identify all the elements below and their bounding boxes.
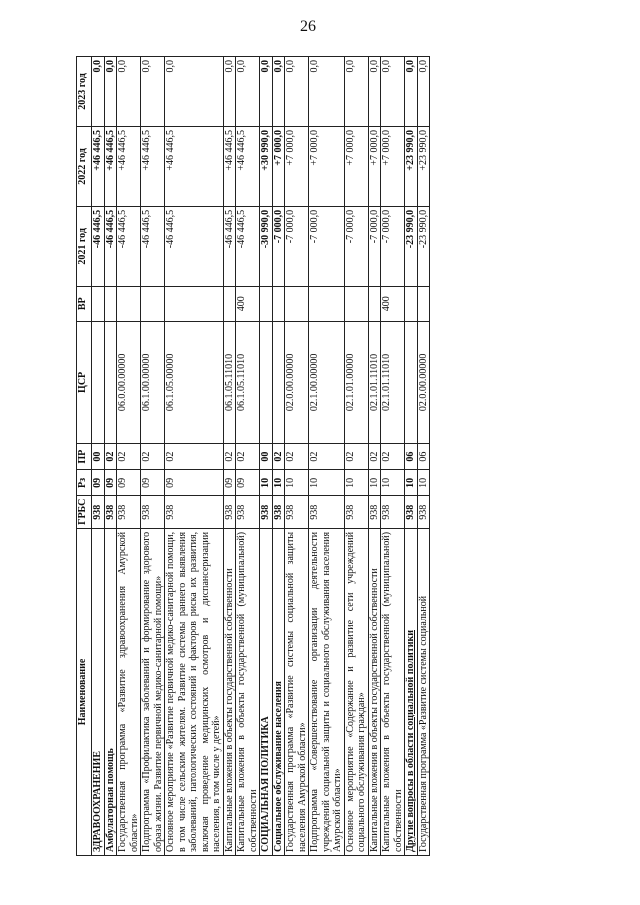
cell-grbs: 938: [417, 496, 430, 528]
cell-vr: [344, 286, 368, 321]
cell-rz: 10: [260, 470, 273, 496]
rotated-table-container: [76, 56, 606, 856]
cell-rz: 10: [417, 470, 430, 496]
cell-2022: +46 446,5: [141, 126, 165, 206]
cell-grbs: 938: [285, 496, 309, 528]
cell-grbs: 938: [272, 496, 285, 528]
cell-csr: 02.0.00.00000: [417, 321, 430, 443]
cell-pr: 06: [405, 444, 418, 470]
cell-csr: [104, 321, 117, 443]
cell-2022: +46 446,5: [117, 126, 141, 206]
cell-pr: 02: [223, 444, 236, 470]
cell-vr: [285, 286, 309, 321]
cell-2023: 0,0: [236, 57, 260, 127]
cell-2023: 0,0: [117, 57, 141, 127]
cell-2021: -7 000,0: [344, 206, 368, 286]
header-grbs: ГРБС: [77, 496, 92, 528]
cell-pr: 06: [417, 444, 430, 470]
page-number: 26: [300, 18, 316, 35]
cell-rz: 10: [272, 470, 285, 496]
cell-2021: -46 446,5: [141, 206, 165, 286]
cell-name: Основное мероприятие «Развитие первичной медико-санитарной помощи, в том числе сельским жителям. Развитие системы раннего выявления заболеваний, патологических состояний и факторов риска их развития, включая проведение медицинских осмотров и диспансеризации населения, в том числе у детей»: [165, 528, 224, 855]
cell-2023: 0,0: [165, 57, 224, 127]
cell-vr: 400: [236, 286, 260, 321]
cell-grbs: 938: [117, 496, 141, 528]
table-row: [117, 57, 141, 856]
table-row: [141, 57, 165, 856]
cell-rz: 09: [236, 470, 260, 496]
cell-rz: 10: [344, 470, 368, 496]
cell-csr: 02.0.00.00000: [285, 321, 309, 443]
header-name: Наименование: [77, 528, 92, 855]
cell-csr: 02.1.01.00000: [344, 321, 368, 443]
cell-pr: 02: [236, 444, 260, 470]
cell-csr: [92, 321, 105, 443]
cell-grbs: 938: [104, 496, 117, 528]
cell-name: Капитальные вложения в объекты государственной собственности: [223, 528, 236, 855]
cell-vr: [309, 286, 345, 321]
cell-pr: 02: [141, 444, 165, 470]
cell-2022: +23 990,0: [405, 126, 418, 206]
cell-name: Капитальные вложения в объекты государственной собственности: [368, 528, 381, 855]
cell-csr: 02.1.01.11010: [381, 321, 405, 443]
table-row: [344, 57, 368, 856]
table-row: [236, 57, 260, 856]
cell-name: Подпрограмма «Совершенствование организации деятельности учреждений социальной защиты и социального обслуживания населения Амурской области»: [309, 528, 345, 855]
header-2022: 2022 год: [77, 126, 92, 206]
cell-2021: -46 446,5: [117, 206, 141, 286]
cell-2022: +23 990,0: [417, 126, 430, 206]
cell-2021: -46 446,5: [236, 206, 260, 286]
budget-table: [76, 56, 430, 856]
cell-2022: +7 000,0: [368, 126, 381, 206]
cell-name: Капитальные вложения в объекты государственной (муниципальной) собственности: [381, 528, 405, 855]
cell-csr: [260, 321, 273, 443]
cell-2021: -46 446,5: [165, 206, 224, 286]
cell-grbs: 938: [309, 496, 345, 528]
cell-vr: [104, 286, 117, 321]
cell-csr: 06.1.05.00000: [165, 321, 224, 443]
cell-2021: -46 446,5: [92, 206, 105, 286]
cell-pr: 02: [165, 444, 224, 470]
cell-2021: -46 446,5: [104, 206, 117, 286]
cell-vr: [260, 286, 273, 321]
cell-2023: 0,0: [272, 57, 285, 127]
cell-name: Основное мероприятие «Содержание и развитие сети учреждений социального обслуживания граждан»: [344, 528, 368, 855]
cell-pr: 02: [272, 444, 285, 470]
cell-rz: 10: [285, 470, 309, 496]
cell-rz: 09: [223, 470, 236, 496]
cell-csr: 02.1.00.00000: [309, 321, 345, 443]
cell-2021: -7 000,0: [368, 206, 381, 286]
cell-2021: -7 000,0: [272, 206, 285, 286]
cell-vr: [92, 286, 105, 321]
cell-name: Государственная программа «Развитие системы социальной защиты населения Амурской области»: [285, 528, 309, 855]
cell-rz: 09: [104, 470, 117, 496]
cell-csr: [272, 321, 285, 443]
cell-csr: 06.1.05.11010: [223, 321, 236, 443]
cell-rz: 10: [368, 470, 381, 496]
cell-2021: -7 000,0: [381, 206, 405, 286]
cell-grbs: 938: [92, 496, 105, 528]
cell-2021: -46 446,5: [223, 206, 236, 286]
cell-vr: [368, 286, 381, 321]
cell-pr: 02: [368, 444, 381, 470]
cell-name: Другие вопросы в области социальной политики: [405, 528, 418, 855]
cell-pr: 02: [309, 444, 345, 470]
cell-csr: [405, 321, 418, 443]
cell-2022: +30 990,0: [260, 126, 273, 206]
table-row: [272, 57, 285, 856]
cell-2023: 0,0: [309, 57, 345, 127]
header-vr: ВР: [77, 286, 92, 321]
table-row: [104, 57, 117, 856]
cell-rz: 10: [309, 470, 345, 496]
cell-csr: 06.1.00.00000: [141, 321, 165, 443]
cell-pr: 00: [92, 444, 105, 470]
cell-grbs: 938: [260, 496, 273, 528]
cell-grbs: 938: [368, 496, 381, 528]
cell-name: ЗДРАВООХРАНЕНИЕ: [92, 528, 105, 855]
cell-grbs: 938: [223, 496, 236, 528]
cell-name: Социальное обслуживание населения: [272, 528, 285, 855]
cell-name: Государственная программа «Развитие здравоохранения Амурской области»: [117, 528, 141, 855]
cell-2023: 0,0: [223, 57, 236, 127]
cell-2023: 0,0: [381, 57, 405, 127]
cell-2022: +46 446,5: [104, 126, 117, 206]
table-row: [223, 57, 236, 856]
table-row: [285, 57, 309, 856]
cell-grbs: 938: [236, 496, 260, 528]
cell-2023: 0,0: [141, 57, 165, 127]
table-row: [165, 57, 224, 856]
cell-2022: +46 446,5: [92, 126, 105, 206]
cell-pr: 02: [285, 444, 309, 470]
cell-vr: [417, 286, 430, 321]
cell-rz: 10: [381, 470, 405, 496]
table-row: [405, 57, 418, 856]
cell-grbs: 938: [381, 496, 405, 528]
cell-pr: 02: [104, 444, 117, 470]
table-row: [309, 57, 345, 856]
cell-vr: 400: [381, 286, 405, 321]
cell-grbs: 938: [141, 496, 165, 528]
cell-2023: 0,0: [344, 57, 368, 127]
table-row: [381, 57, 405, 856]
cell-grbs: 938: [344, 496, 368, 528]
header-rz: Рз: [77, 470, 92, 496]
header-2021: 2021 год: [77, 206, 92, 286]
header-csr: ЦСР: [77, 321, 92, 443]
cell-grbs: 938: [405, 496, 418, 528]
cell-2021: -23 990,0: [405, 206, 418, 286]
cell-pr: 02: [117, 444, 141, 470]
cell-name: Подпрограмма «Профилактика заболеваний и формирование здорового образа жизни. Развитие первичной медико-санитарной помощи»: [141, 528, 165, 855]
cell-2022: +46 446,5: [236, 126, 260, 206]
cell-2022: +7 000,0: [344, 126, 368, 206]
header-pr: ПР: [77, 444, 92, 470]
cell-2023: 0,0: [104, 57, 117, 127]
cell-2022: +7 000,0: [309, 126, 345, 206]
cell-vr: [405, 286, 418, 321]
cell-2022: +7 000,0: [272, 126, 285, 206]
cell-vr: [117, 286, 141, 321]
cell-csr: 02.1.01.11010: [368, 321, 381, 443]
cell-2023: 0,0: [368, 57, 381, 127]
cell-2023: 0,0: [405, 57, 418, 127]
cell-csr: 06.1.05.11010: [236, 321, 260, 443]
cell-rz: 09: [92, 470, 105, 496]
cell-2021: -7 000,0: [285, 206, 309, 286]
cell-2022: +7 000,0: [285, 126, 309, 206]
cell-rz: 09: [141, 470, 165, 496]
cell-2021: -7 000,0: [309, 206, 345, 286]
table-row: [260, 57, 273, 856]
cell-name: Капитальные вложения в объекты государственной (муниципальной) собственности: [236, 528, 260, 855]
cell-pr: 02: [344, 444, 368, 470]
cell-name: Государственная программа «Развитие системы социальной: [417, 528, 430, 855]
cell-rz: 10: [405, 470, 418, 496]
cell-rz: 09: [117, 470, 141, 496]
cell-2022: +46 446,5: [223, 126, 236, 206]
cell-name: СОЦИАЛЬНАЯ ПОЛИТИКА: [260, 528, 273, 855]
cell-pr: 02: [381, 444, 405, 470]
cell-2023: 0,0: [92, 57, 105, 127]
header-2023: 2023 год: [77, 57, 92, 127]
cell-2022: +7 000,0: [381, 126, 405, 206]
cell-2022: +46 446,5: [165, 126, 224, 206]
cell-grbs: 938: [165, 496, 224, 528]
cell-pr: 00: [260, 444, 273, 470]
cell-vr: [141, 286, 165, 321]
cell-csr: 06.0.00.00000: [117, 321, 141, 443]
table-header-row: [77, 57, 92, 856]
table-row: [417, 57, 430, 856]
cell-2021: -30 990,0: [260, 206, 273, 286]
cell-name: Амбулаторная помощь: [104, 528, 117, 855]
cell-2021: -23 990,0: [417, 206, 430, 286]
cell-2023: 0,0: [417, 57, 430, 127]
cell-vr: [165, 286, 224, 321]
cell-2023: 0,0: [260, 57, 273, 127]
table-row: [368, 57, 381, 856]
cell-rz: 09: [165, 470, 224, 496]
table-row: [92, 57, 105, 856]
cell-vr: [272, 286, 285, 321]
cell-2023: 0,0: [285, 57, 309, 127]
cell-vr: [223, 286, 236, 321]
